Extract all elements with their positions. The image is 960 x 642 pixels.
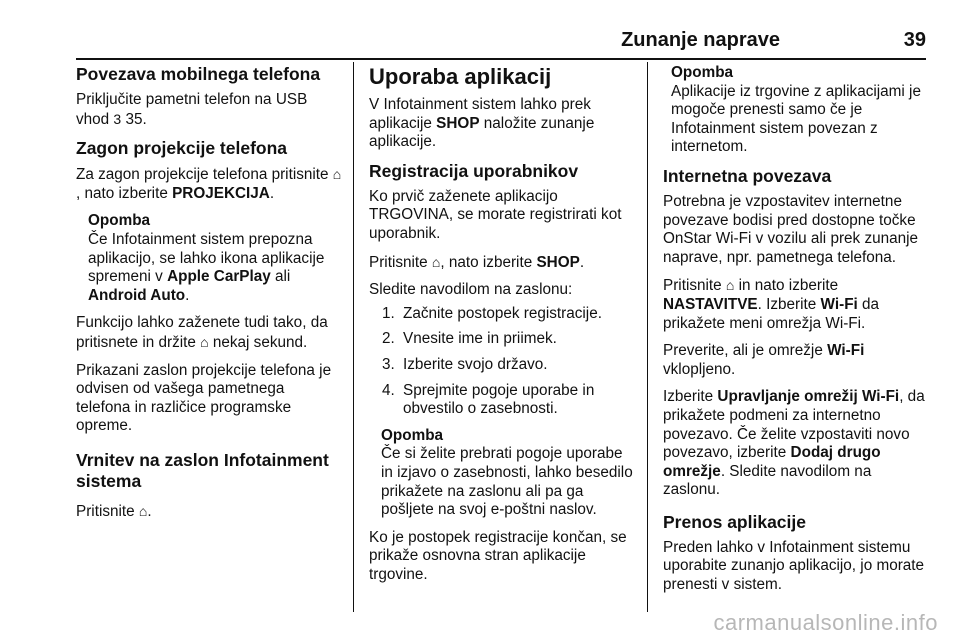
- column-1: [76, 64, 342, 531]
- para-check: Preverite, ali je omrežje Wi-Fi vklopljeno.: [663, 342, 865, 378]
- heading-using-apps: Uporaba aplikacij: [369, 64, 552, 89]
- list-item: 2. Vnesite ime in priimek.: [399, 330, 637, 349]
- heading-internet: Internetna povezava: [663, 165, 832, 186]
- page-number: 39: [903, 28, 926, 51]
- heading-transfer: Prenos aplikacije: [663, 511, 806, 532]
- column-divider-2: [647, 62, 648, 612]
- para-back: Pritisnite ⌂.: [76, 502, 152, 520]
- home-icon: ⌂: [200, 333, 209, 350]
- home-icon: ⌂: [138, 502, 148, 519]
- column-2: [369, 64, 637, 593]
- list-item: 1. Začnite postopek registracije.: [399, 305, 637, 324]
- heading-start-projection: Zagon projekcije telefona: [76, 138, 288, 159]
- note-title: Opomba: [88, 212, 151, 230]
- header-rule: [76, 58, 926, 60]
- home-icon: ⌂: [332, 166, 342, 183]
- para-settings: Pritisnite ⌂ in nato izberite NASTAVITVE. Izberite Wi-Fi da prikažete meni omrežja Wi-Fi.: [663, 277, 880, 332]
- para-start: Za zagon projekcije telefona pritisnite ⌂, nato izberite PROJEKCIJA.: [76, 166, 342, 202]
- home-icon: ⌂: [431, 253, 441, 270]
- para-press-shop: Pritisnite ⌂, nato izberite SHOP.: [369, 253, 585, 271]
- para-follow: Sledite navodilom na zaslonu:: [369, 281, 573, 299]
- note-title: Opomba: [671, 64, 734, 81]
- note-block: Opomba Če si želite prebrati pogoje uporabe in izjavo o zasebnosti, lahko besedilo prikažete na zaslonu ali pa ga pošljete na svoj e-poštni naslov.: [369, 427, 637, 520]
- para-register: Ko prvič zaženete aplikacijo TRGOVINA, se morate registrirati kot uporabnik.: [369, 187, 622, 242]
- heading-registration: Registracija uporabnikov: [369, 160, 579, 181]
- note-block: Opomba Aplikacije iz trgovine z aplikacijami je mogoče prenesti samo če je Infotainment sistem povezan z internetom.: [663, 64, 931, 157]
- home-icon: ⌂: [725, 277, 735, 294]
- para-apps: V Infotainment sistem lahko prek aplikacije SHOP naložite zunanje aplikacije.: [369, 96, 595, 151]
- registration-steps: [369, 305, 637, 419]
- para-transfer: Preden lahko v Infotainment sistemu uporabite zunanjo aplikacijo, jo morate prenesti v sistem.: [663, 538, 925, 594]
- para-connect: Priključite pametni telefon na USB vhod 3 35.: [76, 91, 308, 128]
- watermark: carmanualsonline.info: [713, 610, 938, 635]
- page-header: [76, 28, 926, 52]
- page-ref-arrow-icon: 3: [113, 110, 122, 127]
- para-display: Prikazani zaslon projekcije telefona je odvisen od vašega pametnega telefona in različice programske opreme.: [76, 361, 332, 435]
- heading-phone-connection: Povezava mobilnega telefona: [76, 64, 321, 84]
- para-done: Ko je postopek registracije končan, se prikaže osnovna stran aplikacije trgovine.: [369, 528, 627, 583]
- list-item: 3. Izberite svojo državo.: [399, 356, 637, 375]
- para-net: Potrebna je vzpostavitev internetne povezave bodisi pred dostopne točke OnStar Wi-Fi v vozilu ali prek zunanje naprave, npr. pametnega telefona.: [663, 192, 919, 266]
- list-item: 4. Sprejmite pogoje uporabe in obvestilo o zasebnosti.: [399, 382, 637, 419]
- note-block: Opomba Če Infotainment sistem prepozna aplikacijo, se lahko ikona aplikacije spremeni v Apple CarPlay ali Android Auto.: [76, 212, 342, 305]
- column-3: [663, 64, 931, 604]
- chapter-title: Zunanje naprave: [621, 28, 780, 51]
- para-select: Izberite Upravljanje omrežij Wi-Fi, da prikažete podmeni za internetno povezavo. Če želite vzpostaviti novo povezavo, izberite Dodaj drugo omrežje. Sledite navodilom na zaslonu.: [663, 388, 925, 499]
- column-divider-1: [353, 62, 354, 612]
- note-title: Opomba: [381, 426, 444, 444]
- para-hold: Funkcijo lahko zaženete tudi tako, da pritisnete in držite ⌂ nekaj sekund.: [76, 314, 328, 351]
- heading-return: Vrnitev na zaslon Infotainment sistema: [76, 449, 329, 491]
